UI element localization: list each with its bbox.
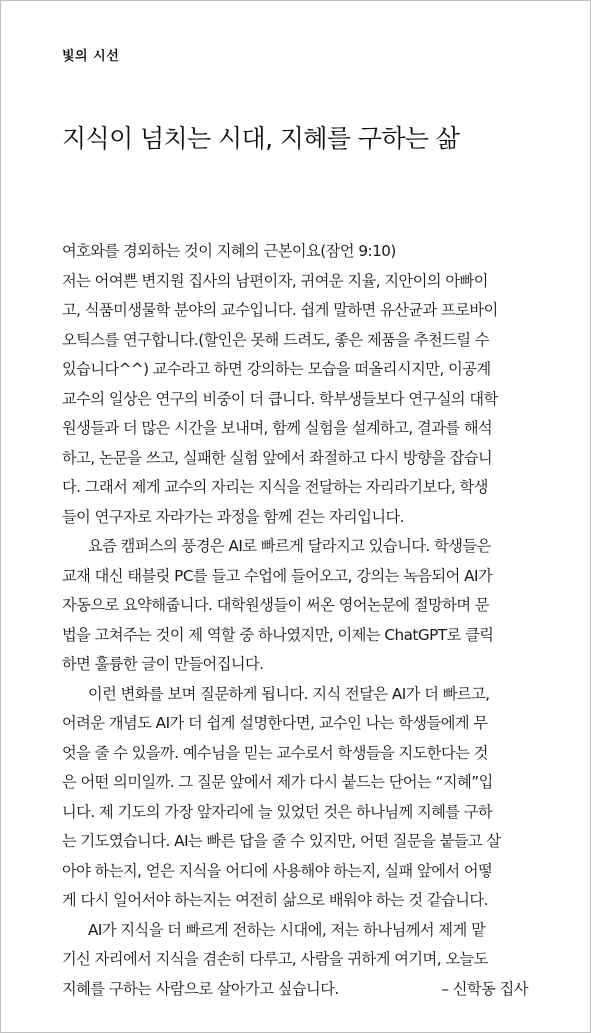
body-line	[62, 798, 542, 828]
body-line	[62, 975, 542, 1005]
body-line	[62, 886, 542, 916]
body-line	[62, 857, 542, 887]
body-line-text: 어려운 개념도 AI가 더 쉽게 설명한다면, 교수인 나는 학생들에게 무	[62, 714, 488, 732]
body-line	[62, 326, 542, 356]
body-line	[62, 237, 542, 267]
body-line	[62, 768, 542, 798]
article-body	[62, 237, 542, 1004]
body-line	[62, 444, 542, 474]
body-line-text: 하면 훌륭한 글이 만들어집니다.	[62, 655, 264, 673]
body-line	[62, 562, 542, 592]
body-line	[62, 503, 542, 533]
body-line-text: 원생들과 더 많은 시간을 보내며, 함께 실험을 설계하고, 결과를 해석	[62, 419, 493, 437]
body-line-text: 교재 대신 태블릿 PC를 들고 수업에 들어오고, 강의는 녹음되어 AI가	[62, 566, 493, 585]
section-label: 빛의 시선	[62, 49, 120, 64]
author-signature: – 신학동 집사	[441, 979, 528, 998]
body-line-text: 지혜를 구하는 사람으로 살아가고 싶습니다.	[62, 979, 339, 998]
body-line	[62, 827, 542, 857]
body-line-text: 들이 연구자로 자라가는 과정을 함께 걷는 자리입니다.	[62, 507, 405, 526]
body-line	[62, 591, 542, 621]
body-line	[62, 945, 542, 975]
body-line-text: 법을 고쳐주는 것이 제 역할 중 하나였지만, 이제는 ChatGPT로 클릭	[62, 625, 494, 644]
body-line	[62, 621, 542, 651]
body-line-text: 아야 하는지, 얻은 지식을 어디에 사용해야 하는지, 실패 앞에서 어떻	[62, 861, 493, 880]
body-line	[62, 267, 542, 297]
body-line-text: AI가 지식을 더 빠르게 전하는 시대에, 저는 하나님께서 제게 맡	[88, 920, 486, 939]
body-line	[62, 385, 542, 415]
body-line-text: 자동으로 요약해줍니다. 대학원생들이 써온 영어논문에 절망하며 문	[62, 596, 490, 614]
body-line-text: 엇을 줄 수 있을까. 예수님을 믿는 교수로서 학생들을 지도한다는 것	[62, 743, 488, 762]
body-line-text: 하고, 논문을 쓰고, 실패한 실험 앞에서 좌절하고 다시 방향을 잡습니	[62, 448, 493, 467]
body-line-text: 요즘 캠퍼스의 풍경은 AI로 빠르게 달라지고 있습니다. 학생들은	[88, 537, 491, 555]
body-line-text: 는 기도였습니다. AI는 빠른 답을 줄 수 있지만, 어떤 질문을 붙들고 살	[62, 832, 501, 850]
body-line-text: 여호와를 경외하는 것이 지혜의 근본이요(잠언 9:10)	[62, 242, 396, 260]
body-line	[62, 532, 542, 562]
body-line-text: 은 어떤 의미일까. 그 질문 앞에서 제가 다시 붙드는 단어는 “지혜”입	[62, 773, 493, 791]
body-line-text: 있습니다^^) 교수라고 하면 강의하는 모습을 떠올리시지만, 이공계	[62, 360, 491, 378]
body-line-text: 게 다시 일어서야 하는지는 여전히 삶으로 배워야 하는 것 같습니다.	[62, 891, 488, 909]
article-title: 지식이 넘치는 시대, 지혜를 구하는 삶	[62, 124, 460, 153]
body-line-text: 교수의 일상은 연구의 비중이 더 큽니다. 학부생들보다 연구실의 대학	[62, 389, 498, 408]
body-line	[62, 355, 542, 385]
body-line	[62, 650, 542, 680]
body-line-text: 다. 그래서 제게 교수의 자리는 지식을 전달하는 자리라기보다, 학생	[62, 478, 488, 496]
body-line-text: 저는 어여쁜 변지원 집사의 남편이자, 귀여운 지율, 지안이의 아빠이	[62, 271, 488, 290]
body-line	[62, 709, 542, 739]
body-line	[62, 916, 542, 946]
body-line-text: 기신 자리에서 지식을 겸손히 다루고, 사람을 귀하게 여기며, 오늘도	[62, 950, 488, 968]
body-line	[62, 473, 542, 503]
body-line	[62, 739, 542, 769]
body-line-text: 니다. 제 기도의 가장 앞자리에 늘 있었던 것은 하나님께 지혜를 구하	[62, 802, 493, 821]
body-line	[62, 414, 542, 444]
body-line-text: 오틱스를 연구합니다.(할인은 못해 드려도, 좋은 제품을 추천드릴 수	[62, 330, 489, 349]
body-line-text: 이런 변화를 보며 질문하게 됩니다. 지식 전달은 AI가 더 빠르고,	[88, 684, 490, 703]
body-line	[62, 296, 542, 326]
body-line-text: 고, 식품미생물학 분야의 교수입니다. 쉽게 말하면 유산균과 프로바이	[62, 301, 498, 319]
body-line	[62, 680, 542, 710]
